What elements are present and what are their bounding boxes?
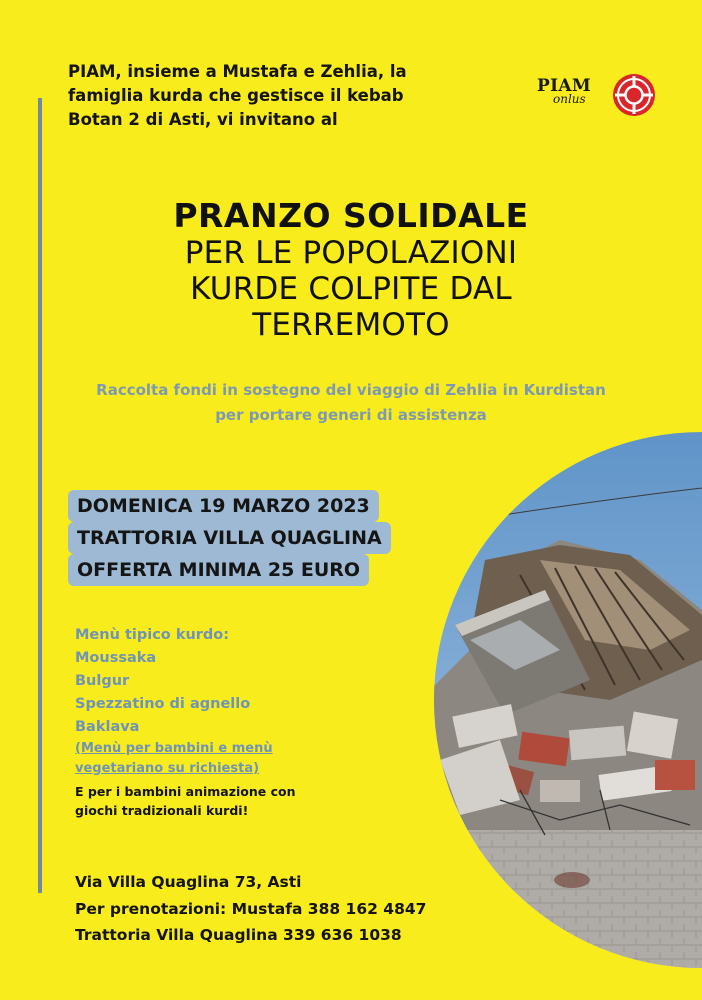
event-details: [68, 490, 391, 586]
menu-item: Baklava: [75, 719, 140, 735]
subtitle-line: Raccolta fondi in sostegno del viaggio di Zehlia in Kurdistan: [96, 381, 606, 399]
menu-item: Spezzatino di agnello: [75, 696, 251, 712]
menu-note: (Menù per bambini e menù: [75, 741, 273, 756]
title-line: PER LE POPOLAZIONI: [184, 235, 518, 271]
kids-activity-text: giochi tradizionali kurdi!: [75, 803, 249, 818]
menu-item: Moussaka: [75, 650, 157, 666]
title-line: KURDE COLPITE DAL: [190, 271, 512, 307]
intro-line: PIAM, insieme a Mustafa e Zehlia, la: [68, 62, 407, 81]
menu-item: Bulgur: [75, 673, 130, 689]
piam-logo-name: PIAM: [537, 76, 591, 96]
event-price: OFFERTA MINIMA 25 EURO: [68, 554, 369, 586]
address: Via Villa Quaglina 73, Asti: [75, 873, 302, 891]
title-line: PRANZO SOLIDALE: [173, 196, 529, 235]
event-date: DOMENICA 19 MARZO 2023: [68, 490, 379, 522]
piam-logo-tagline: onlus: [553, 92, 586, 106]
event-place: TRATTORIA VILLA QUAGLINA: [68, 522, 391, 554]
menu-heading: Menù tipico kurdo:: [75, 627, 230, 643]
booking-phone: Per prenotazioni: Mustafa 388 162 4847: [75, 899, 427, 918]
intro-line: famiglia kurda che gestisce il kebab: [68, 86, 404, 105]
title-line: TERREMOTO: [252, 307, 450, 343]
menu-section: [75, 624, 375, 820]
subtitle-line: per portare generi di assistenza: [215, 406, 487, 424]
menu-note: vegetariano su richiesta): [75, 761, 260, 776]
intro-line: Botan 2 di Asti, vi invitano al: [68, 110, 338, 129]
trattoria-phone: Trattoria Villa Quaglina 339 636 1038: [75, 926, 402, 944]
contact-info: [75, 869, 426, 949]
kids-activity-text: E per i bambini animazione con: [75, 784, 296, 799]
